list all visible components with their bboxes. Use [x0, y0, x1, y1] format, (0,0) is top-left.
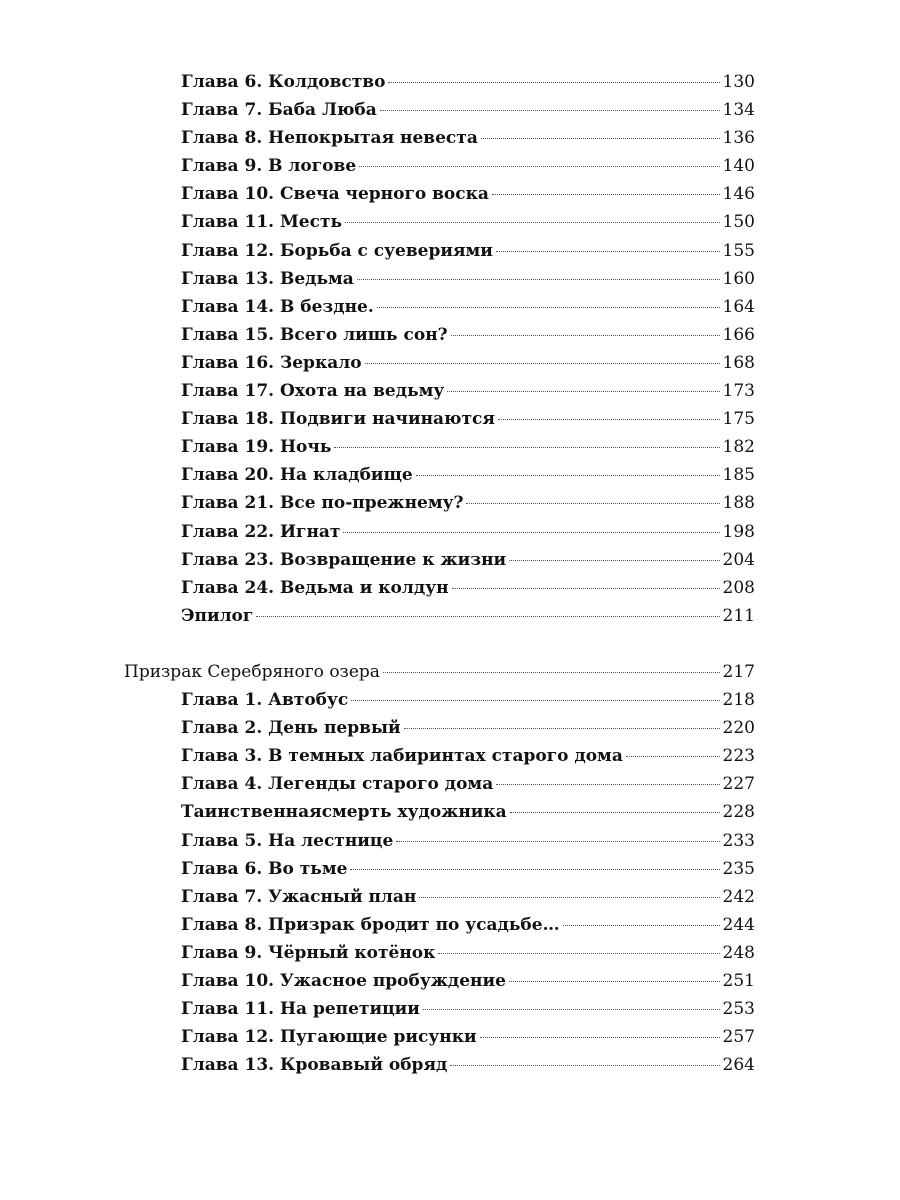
- toc-entry-page: 211: [722, 605, 755, 626]
- toc-entry-page: 257: [722, 1027, 755, 1048]
- dot-leader: [496, 784, 719, 785]
- dot-leader: [388, 82, 719, 83]
- toc-entry-page: 227: [722, 774, 755, 795]
- toc-entry-title: Глава 19. Ночь: [181, 437, 332, 458]
- toc-entry-page: 208: [722, 577, 755, 598]
- dot-leader: [626, 756, 720, 757]
- section-spacer: [0, 630, 900, 658]
- toc-entry-title: Глава 3. В темных лабиринтах старого дома: [181, 746, 623, 767]
- dot-leader: [492, 194, 720, 195]
- toc-entry-title: Глава 6. Колдовство: [181, 72, 386, 92]
- dot-leader: [365, 363, 720, 364]
- dot-leader: [334, 447, 719, 448]
- dot-leader: [256, 616, 719, 617]
- dot-leader: [563, 925, 720, 926]
- toc-entry[interactable]: [0, 798, 755, 826]
- toc-entry-page: 150: [722, 212, 755, 233]
- toc-entry-title: Глава 12. Пугающие рисунки: [181, 1027, 477, 1048]
- toc-entry-title: Глава 15. Всего лишь сон?: [181, 324, 448, 345]
- dot-leader: [481, 138, 720, 139]
- toc-entry-page: 264: [722, 1055, 755, 1076]
- toc-entry-title: Глава 1. Автобус: [181, 690, 349, 711]
- dot-leader: [419, 897, 719, 898]
- toc-entry[interactable]: [0, 602, 755, 630]
- toc-entry[interactable]: [0, 180, 755, 208]
- toc-part-page: 217: [722, 661, 755, 682]
- dot-leader: [451, 335, 720, 336]
- toc-entry[interactable]: [0, 911, 755, 939]
- toc-entry[interactable]: [0, 883, 755, 911]
- toc-entry-page: 136: [722, 128, 755, 149]
- toc-entry[interactable]: [0, 237, 755, 265]
- toc-entry[interactable]: [0, 377, 755, 405]
- dot-leader: [380, 110, 720, 111]
- toc-entry-page: 253: [722, 999, 755, 1020]
- toc-entry-page: 223: [722, 746, 755, 767]
- dot-leader: [509, 560, 719, 561]
- toc-entry-title: Глава 16. Зеркало: [181, 352, 362, 373]
- table-of-contents: [0, 68, 900, 1079]
- dot-leader: [383, 672, 720, 673]
- toc-entry-page: 130: [722, 72, 755, 92]
- toc-entry-page: 235: [722, 858, 755, 879]
- toc-entry[interactable]: [0, 939, 755, 967]
- toc-entry[interactable]: [0, 714, 755, 742]
- toc-part-title: Призрак Серебряного озера: [124, 661, 380, 682]
- toc-entry-title: Глава 8. Призрак бродит по усадьбе…: [181, 914, 560, 935]
- toc-entry-title: Глава 8. Непокрытая невеста: [181, 128, 478, 149]
- dot-leader: [357, 279, 720, 280]
- dot-leader: [496, 251, 720, 252]
- toc-entry[interactable]: [0, 742, 755, 770]
- dot-leader: [438, 953, 719, 954]
- toc-entry-title: Глава 7. Ужасный план: [181, 886, 417, 907]
- toc-entry-page: 244: [722, 914, 755, 935]
- toc-entry-title: Глава 9. Чёрный котёнок: [181, 942, 436, 963]
- toc-entry-title: Глава 7. Баба Люба: [181, 100, 377, 121]
- toc-section: [0, 68, 900, 630]
- toc-entry[interactable]: [0, 124, 755, 152]
- toc-entry[interactable]: [0, 208, 755, 236]
- toc-entry-title: Глава 24. Ведьма и колдун: [181, 577, 449, 598]
- toc-entry[interactable]: [0, 152, 755, 180]
- toc-entry[interactable]: [0, 855, 755, 883]
- toc-entry[interactable]: [0, 265, 755, 293]
- toc-entry-title: Таинственнаясмерть художника: [181, 802, 507, 823]
- toc-entry-page: 182: [722, 437, 755, 458]
- toc-entry-page: 160: [722, 268, 755, 289]
- toc-entry-title: Глава 5. На лестнице: [181, 830, 394, 851]
- toc-section: [0, 658, 900, 1079]
- toc-entry[interactable]: [0, 1023, 755, 1051]
- toc-entry[interactable]: [0, 293, 755, 321]
- toc-entry-page: 168: [722, 352, 755, 373]
- toc-entry-page: 140: [722, 156, 755, 177]
- toc-entry-page: 228: [722, 802, 755, 823]
- toc-entry[interactable]: [0, 68, 755, 96]
- toc-entry-page: 218: [722, 690, 755, 711]
- toc-entry-page: 164: [722, 296, 755, 317]
- toc-entry-page: 155: [722, 240, 755, 261]
- dot-leader: [498, 419, 720, 420]
- dot-leader: [450, 1065, 719, 1066]
- toc-entry[interactable]: [0, 827, 755, 855]
- toc-entry[interactable]: [0, 574, 755, 602]
- dot-leader: [447, 391, 719, 392]
- toc-entry-title: Глава 23. Возвращение к жизни: [181, 549, 507, 570]
- toc-entry[interactable]: [0, 433, 755, 461]
- toc-entry-title: Глава 17. Охота на ведьму: [181, 381, 445, 402]
- toc-entry-title: Глава 9. В логове: [181, 156, 357, 177]
- dot-leader: [343, 532, 719, 533]
- toc-entry-title: Глава 22. Игнат: [181, 521, 341, 542]
- toc-entry[interactable]: [0, 461, 755, 489]
- toc-entry-page: 248: [722, 942, 755, 963]
- toc-entry-page: 146: [722, 184, 755, 205]
- toc-entry[interactable]: [0, 546, 755, 574]
- toc-entry-title: Глава 10. Ужасное пробуждение: [181, 971, 506, 991]
- dot-leader: [510, 812, 720, 813]
- toc-entry-page: 175: [722, 409, 755, 430]
- toc-entry-title: Глава 20. На кладбище: [181, 465, 413, 486]
- toc-entry[interactable]: [0, 321, 755, 349]
- dot-leader: [416, 475, 720, 476]
- toc-entry-page: 188: [722, 493, 755, 514]
- toc-entry[interactable]: [0, 770, 755, 798]
- dot-leader: [509, 981, 720, 982]
- toc-entry-title: Глава 11. На репетиции: [181, 999, 420, 1020]
- dot-leader: [452, 588, 720, 589]
- dot-leader: [480, 1037, 720, 1038]
- dot-leader: [345, 222, 720, 223]
- toc-entry[interactable]: [0, 686, 755, 714]
- dot-leader: [396, 841, 719, 842]
- toc-entry-title: Глава 14. В бездне.: [181, 296, 374, 317]
- toc-entry-title: Глава 13. Ведьма: [181, 268, 354, 289]
- dot-leader: [404, 728, 720, 729]
- dot-leader: [351, 700, 719, 701]
- toc-entry-page: 134: [722, 100, 755, 121]
- toc-entry-title: Глава 21. Все по-прежнему?: [181, 493, 464, 514]
- toc-entry-title: Глава 18. Подвиги начинаются: [181, 409, 495, 430]
- toc-entry-page: 185: [722, 465, 755, 486]
- toc-entry-page: 233: [722, 830, 755, 851]
- toc-entry-page: 173: [722, 381, 755, 402]
- dot-leader: [423, 1009, 720, 1010]
- toc-entry-page: 220: [722, 718, 755, 739]
- dot-leader: [350, 869, 719, 870]
- toc-entry[interactable]: [0, 405, 755, 433]
- toc-entry-page: 204: [722, 549, 755, 570]
- toc-entry[interactable]: [0, 1051, 755, 1079]
- toc-part-heading[interactable]: [0, 658, 755, 686]
- toc-entry-title: Глава 12. Борьба с суевериями: [181, 240, 493, 261]
- dot-leader: [466, 503, 719, 504]
- toc-entry-title: Глава 2. День первый: [181, 718, 401, 739]
- toc-entry-title: Глава 4. Легенды старого дома: [181, 774, 494, 795]
- toc-entry-title: Эпилог: [181, 605, 254, 626]
- toc-entry-title: Глава 10. Свеча черного воска: [181, 184, 489, 205]
- dot-leader: [377, 307, 720, 308]
- toc-entry[interactable]: [0, 489, 755, 517]
- toc-entry-page: 251: [722, 971, 755, 991]
- toc-entry-title: Глава 13. Кровавый обряд: [181, 1055, 448, 1076]
- toc-entry-page: 198: [722, 521, 755, 542]
- toc-entry[interactable]: [0, 967, 755, 995]
- toc-entry-page: 242: [722, 886, 755, 907]
- dot-leader: [359, 166, 719, 167]
- toc-entry-title: Глава 6. Во тьме: [181, 858, 348, 879]
- toc-entry[interactable]: [0, 96, 755, 124]
- toc-entry-title: Глава 11. Месть: [181, 212, 343, 233]
- toc-entry[interactable]: [0, 518, 755, 546]
- toc-entry[interactable]: [0, 349, 755, 377]
- toc-entry[interactable]: [0, 995, 755, 1023]
- toc-entry-page: 166: [722, 324, 755, 345]
